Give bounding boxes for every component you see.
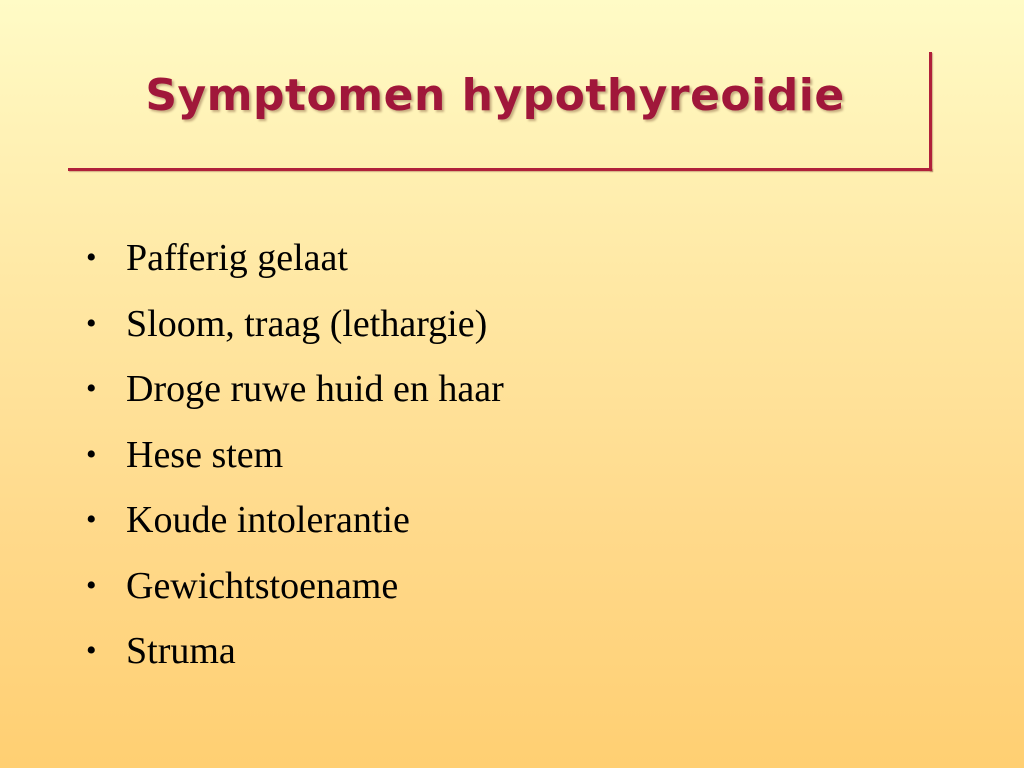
bullet-text: Koude intolerantie — [126, 499, 410, 541]
bullet-text: Hese stem — [126, 433, 284, 476]
bullet-dot-icon: • — [86, 634, 97, 667]
bullet-item — [86, 364, 504, 430]
bullet-dot-icon: • — [86, 372, 97, 405]
bullet-item — [86, 495, 504, 561]
bullet-dot-icon: • — [86, 568, 97, 602]
bullet-item — [86, 561, 504, 627]
title-frame — [0, 0, 1024, 200]
bullet-text: Sloom, traag (lethargie) — [126, 302, 488, 345]
bullet-item — [86, 626, 504, 692]
bullet-text: Droge ruwe huid en haar — [126, 368, 504, 410]
bullet-item — [86, 233, 504, 299]
bullet-dot-icon: • — [86, 241, 97, 274]
bullet-text: Pafferig gelaat — [126, 237, 348, 279]
slide-title: Symptomen hypothyreoidie — [145, 70, 845, 121]
bullet-item — [86, 299, 504, 365]
title-horizontal-rule — [68, 168, 932, 171]
bullet-item — [86, 430, 504, 496]
bullet-text: Struma — [126, 630, 236, 672]
bullet-dot-icon: • — [86, 503, 97, 536]
title-vertical-rule — [929, 52, 932, 171]
bullet-dot-icon: • — [86, 437, 97, 471]
bullet-dot-icon: • — [86, 306, 97, 340]
bullet-list — [86, 233, 504, 692]
bullet-text: Gewichtstoename — [126, 564, 399, 607]
